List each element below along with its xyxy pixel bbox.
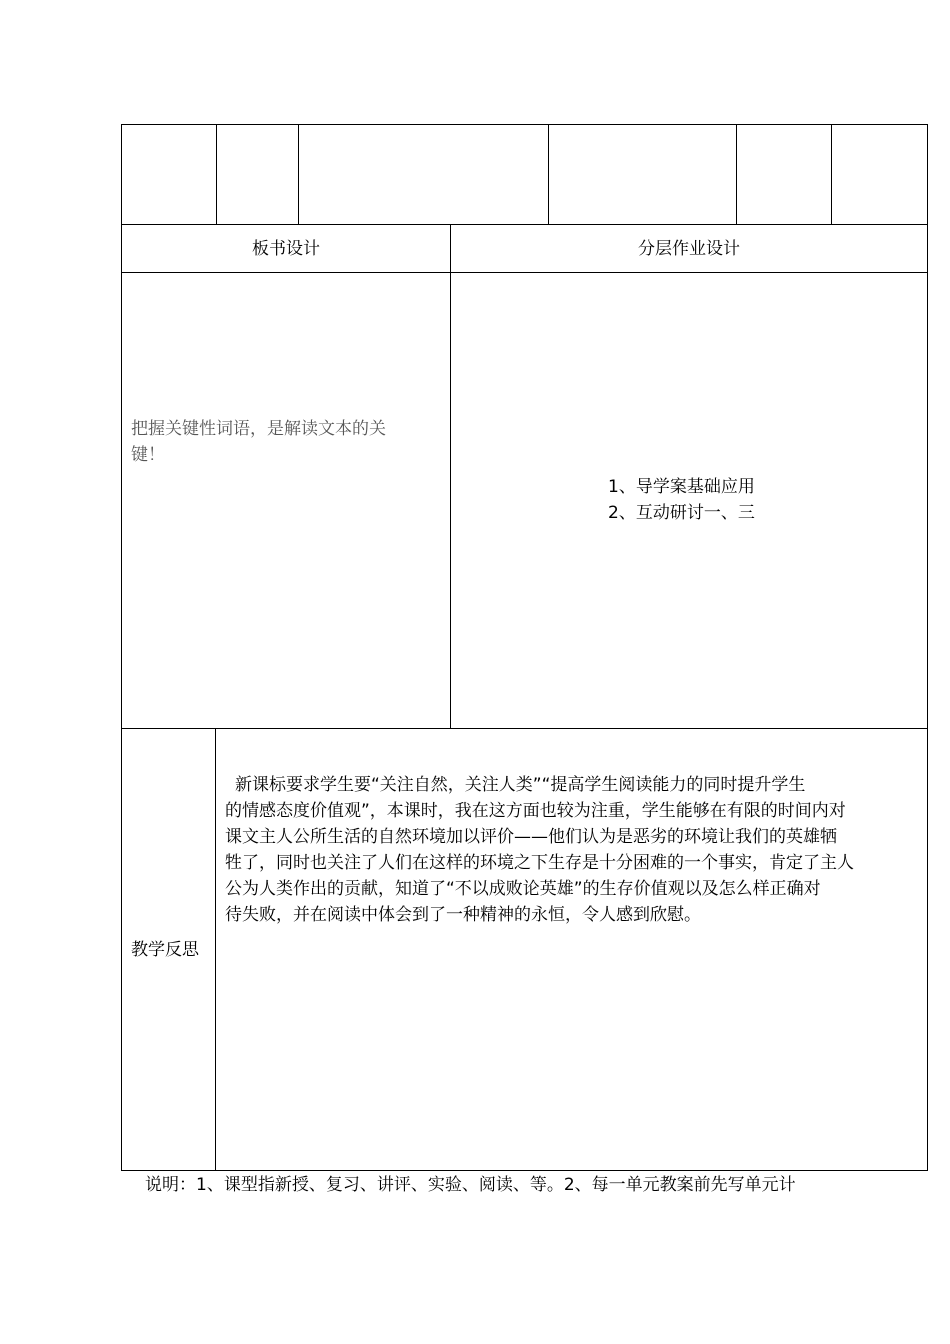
col-divider bbox=[450, 224, 451, 728]
col-divider bbox=[831, 124, 832, 224]
table-border-bottom bbox=[121, 1170, 928, 1171]
reflection-line: 新课标要求学生要“关注自然，关注人类”“提高学生阅读能力的同时提升学生 bbox=[235, 775, 806, 795]
blackboard-text-line: 把握关键性词语，是解读文本的关 bbox=[131, 419, 386, 439]
table-border-left bbox=[121, 124, 122, 1171]
reflection-line: 牲了，同时也关注了人们在这样的环境之下生存是十分困难的一个事实，肯定了主人 bbox=[225, 853, 854, 873]
footnote: 说明：1、课型指新授、复习、讲评、实验、阅读、等。2、每一单元教案前先写单元计 bbox=[145, 1175, 796, 1195]
row-divider bbox=[121, 224, 928, 225]
col-divider bbox=[216, 124, 217, 224]
homework-design-header: 分层作业设计 bbox=[638, 239, 740, 259]
table-border-top bbox=[121, 124, 928, 125]
col-divider bbox=[215, 728, 216, 1170]
row-divider bbox=[121, 728, 928, 729]
reflection-label: 教学反思 bbox=[131, 940, 199, 960]
homework-item: 2、互动研讨一、三 bbox=[608, 503, 755, 523]
table-border-right bbox=[927, 124, 928, 1171]
reflection-line: 公为人类作出的贡献，知道了“不以成败论英雄”的生存价值观以及怎么样正确对 bbox=[225, 879, 821, 899]
col-divider bbox=[548, 124, 549, 224]
reflection-line: 待失败，并在阅读中体会到了一种精神的永恒，令人感到欣慰。 bbox=[225, 905, 701, 925]
blackboard-text-line: 键！ bbox=[131, 445, 165, 465]
homework-item: 1、导学案基础应用 bbox=[608, 477, 755, 497]
reflection-line: 课文主人公所生活的自然环境加以评价——他们认为是恶劣的环境让我们的英雄牺 bbox=[225, 827, 837, 847]
blackboard-design-header: 板书设计 bbox=[252, 239, 320, 259]
col-divider bbox=[298, 124, 299, 224]
col-divider bbox=[736, 124, 737, 224]
reflection-text bbox=[225, 772, 925, 928]
reflection-line: 的情感态度价值观”，本课时，我在这方面也较为注重，学生能够在有限的时间内对 bbox=[225, 801, 846, 821]
row-divider bbox=[121, 272, 928, 273]
